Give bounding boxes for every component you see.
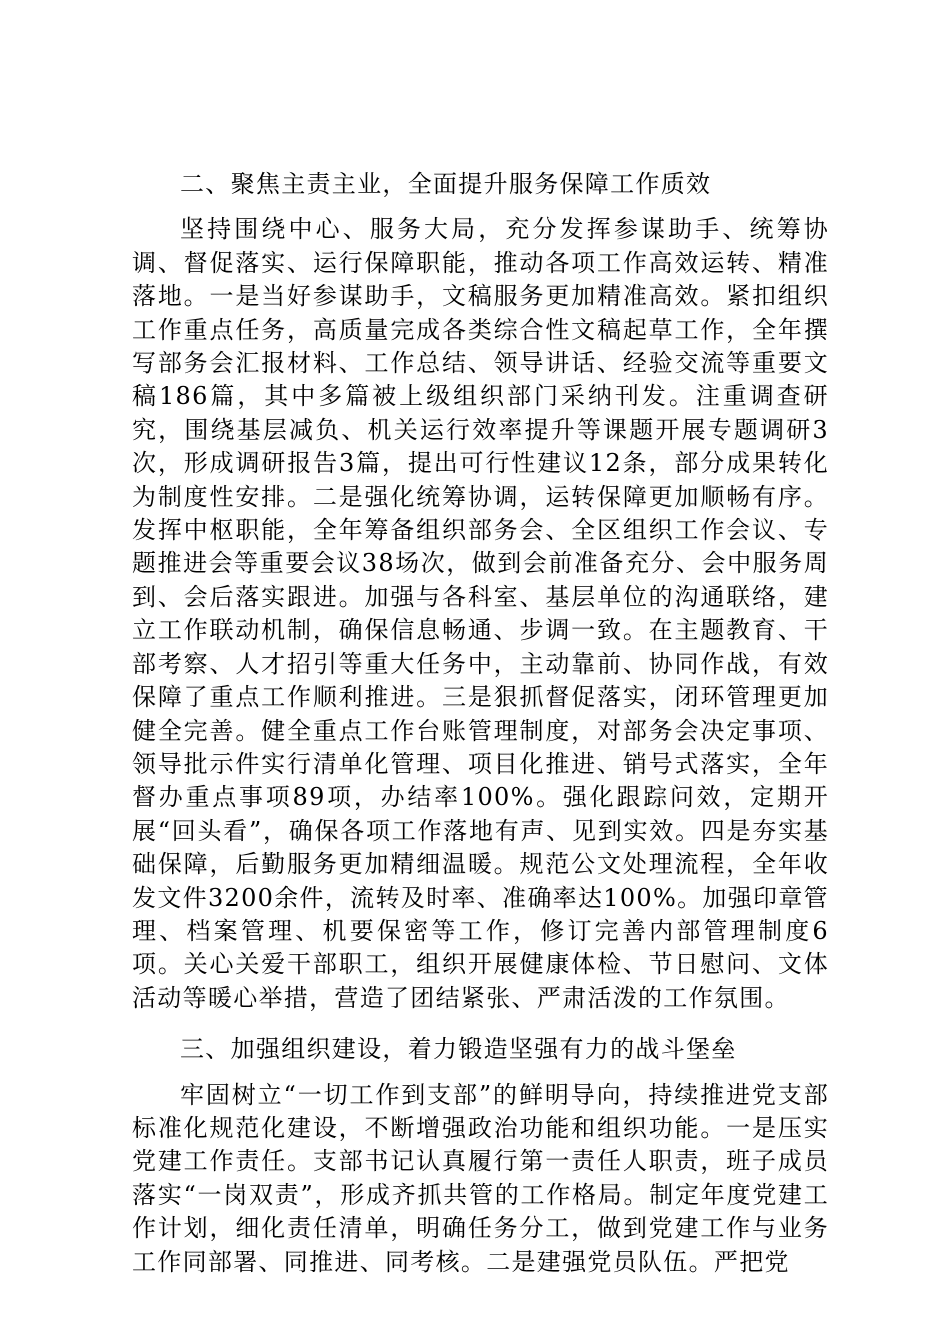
section-paragraph-2: 坚持围绕中心、服务大局，充分发挥参谋助手、统筹协调、督促落实、运行保障职能，推动各项工作高效运转、精准落地。一是当好参谋助手，文稿服务更加精准高效。紧扣组织工作重点任务，高质量完成各类综合性文稿起草工作，全年撰写部务会汇报材料、工作总结、领导讲话、经验交流等重要文稿186篇，其中多篇被上级组织部门采纳刊发。注重调查研究，围绕基层减负、机关运行效率提升等课题开展专题调研3次，形成调研报告3篇，提出可行性建议12条，部分成果转化为制度性安排。二是强化统筹协调，运转保障更加顺畅有序。发挥中枢职能，全年筹备组织部务会、全区组织工作会议、专题推进会等重要会议38场次，做到会前准备充分、会中服务周到、会后落实跟进。加强与各科室、基层单位的沟通联络，建立工作联动机制，确保信息畅通、步调一致。在主题教育、干部考察、人才招引等重大任务中，主动靠前、协同作战，有效保障了重点工作顺利推进。三是狠抓督促落实，闭环管理更加健全完善。健全重点工作台账管理制度，对部务会决定事项、领导批示件实行清单化管理、项目化推进、销号式落实，全年督办重点事项89项，办结率100%。强化跟踪问效，定期开展“回头看”，确保各项工作落地有声、见到实效。四是夯实基础保障，后勤服务更加精细温暖。规范公文处理流程，全年收发文件3200余件，流转及时率、准确率达100%。加强印章管理、档案管理、机要保密等工作，修订完善内部管理制度6项。关心关爱干部职工，组织开展健康体检、节日慰问、文体活动等暖心举措，营造了团结紧张、严肃活泼的工作氛围。 <box>132 215 829 1012</box>
section-heading-3: 三、加强组织建设，着力锻造坚强有力的战斗堡垒 <box>180 1035 737 1064</box>
document-body <box>132 168 829 1297</box>
section-heading-2: 二、聚焦主责主业，全面提升服务保障工作质效 <box>180 170 712 198</box>
section-paragraph-3: 牢固树立“一切工作到支部”的鲜明导向，持续推进党支部标准化规范化建设，不断增强政治功能和组织功能。一是压实党建工作责任。支部书记认真履行第一责任人职责，班子成员落实“一岗双责”，形成齐抓共管的工作格局。制定年度党建工作计划，细化责任清单，明确任务分工，做到党建工作与业务工作同部署、同推进、同考核。二是建强党员队伍。严把党 <box>132 1080 829 1276</box>
